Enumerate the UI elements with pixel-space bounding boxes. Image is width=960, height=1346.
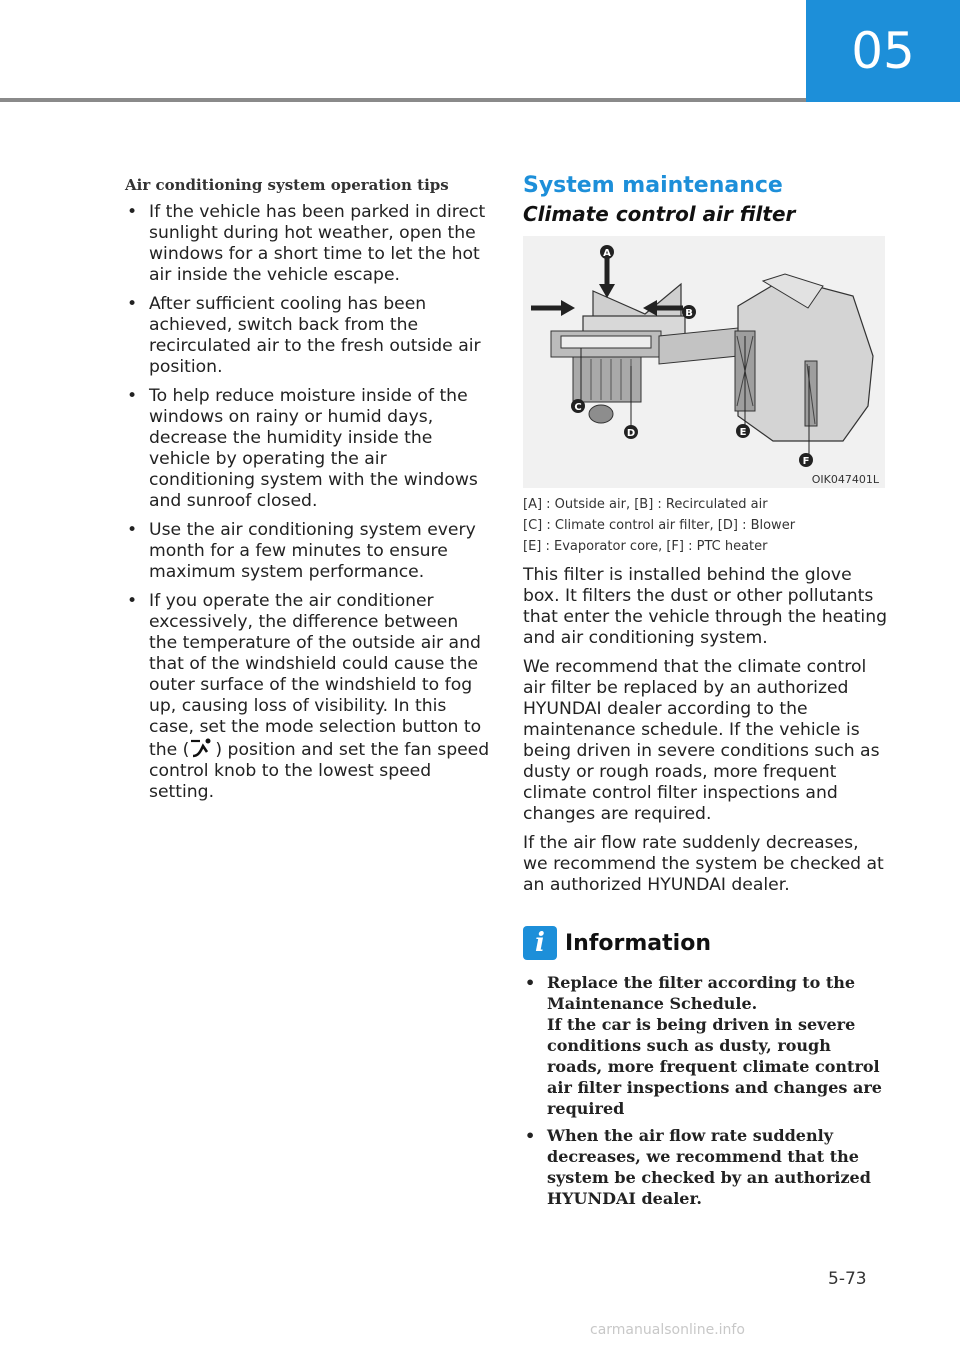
left-column [125,172,490,811]
info-icon: i [523,926,557,960]
chapter-tab [806,0,960,102]
tip5-text-before: If you operate the air conditioner excessively, the difference between the temperature of the outside air and that of the windshield could cause the outer surface of the windshield to fog up, causing loss of visibility. In this case, set the mode selection button to the ( [149,591,482,760]
info-item [523,972,888,1119]
tip5-text-after: ) position and set the fan speed control knob to the lowest speed setting. [149,740,490,802]
label-d: D [626,428,636,439]
chapter-number: 05 [851,22,915,80]
body-paragraph: If the air flow rate suddenly decreases, we recommend the system be checked at an authorized HYUNDAI dealer. [523,833,884,895]
info-item-line: If the car is being driven in severe conditions such as dusty, rough roads, more frequent climate control air filter inspections and changes are required [547,1015,882,1118]
tip-item: • If the vehicle has been parked in direct sunlight during hot weather, open the windows for a short time to let the hot air inside the vehicle escape. [125,202,490,286]
body-paragraph: We recommend that the climate control air filter be replaced by an authorized HYUNDAI dealer according to the maintenance schedule. If the vehicle is being driven in severe conditions such as dusty or rough roads, more frequent climate control filter inspections and changes are required. [523,657,880,824]
label-b: B [685,308,693,319]
caption-line: [C] : Climate control air filter, [D] : Blower [523,518,796,533]
body-paragraph: This filter is installed behind the glove box. It filters the dust or other pollutants that enter the vehicle through the heating and air conditioning system. [523,565,888,648]
tips-heading: Air conditioning system operation tips [125,176,449,194]
information-title: Information [565,930,711,956]
information-list [523,972,888,1209]
page-number: 5-73 [828,1269,867,1289]
subsection-title: Climate control air filter [523,202,796,226]
info-item: • When the air flow rate suddenly decreases, we recommend that the system be checked by an authorized HYUNDAI dealer. [523,1125,888,1209]
section-title: System maintenance [523,173,783,198]
header-rule [0,98,806,102]
figure-caption [523,494,888,557]
tip-item: • After sufficient cooling has been achieved, switch back from the recirculated air to the fresh outside air position. [125,294,490,378]
label-e: E [739,427,747,438]
filter-diagram [523,236,885,488]
figure-code: OIK047401L [811,473,879,486]
right-column [523,172,888,1215]
label-a: A [603,248,611,259]
hvac-unit-illustration [523,236,885,488]
caption-line: [A] : Outside air, [B] : Recirculated air [523,497,768,512]
information-header [523,926,888,960]
label-f: F [802,456,810,467]
floor-vent-mode-icon [189,738,215,758]
tip-item: • Use the air conditioning system every month for a few minutes to ensure maximum system performance. [125,520,490,583]
watermark: carmanualsonline.info [590,1322,745,1338]
info-item-line: • Replace the filter according to the Maintenance Schedule. [547,973,856,1013]
tip-item [125,591,490,803]
tip-item: • To help reduce moisture inside of the windows on rainy or humid days, decrease the humidity inside the vehicle by operating the air conditioning system with the windows and sunroof closed. [125,386,490,512]
label-c: C [574,402,582,413]
caption-line: [E] : Evaporator core, [F] : PTC heater [523,539,768,554]
tips-list [125,202,490,803]
